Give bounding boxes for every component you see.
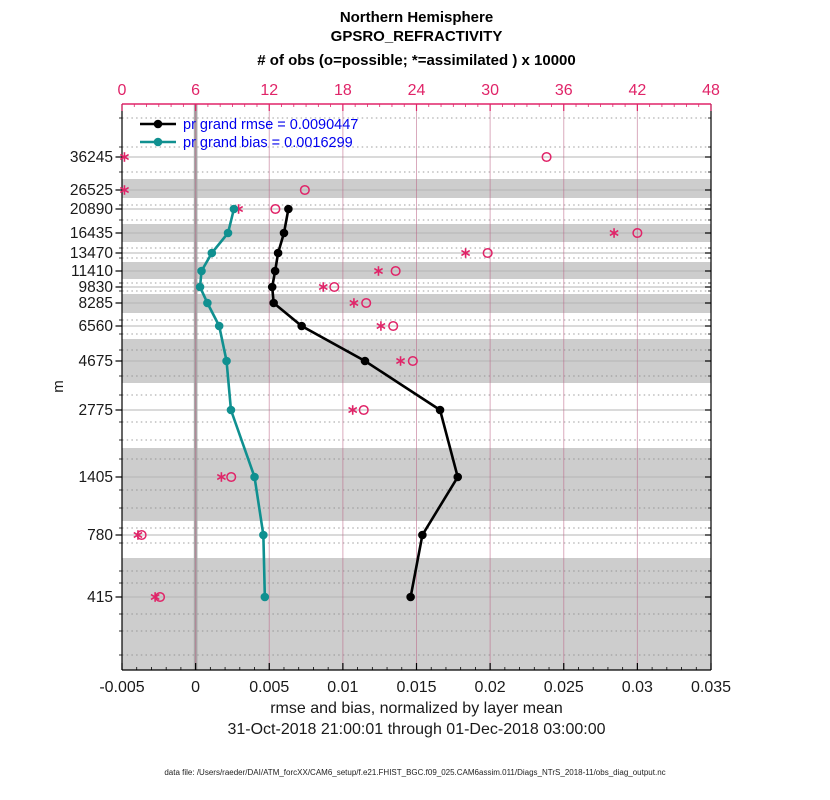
svg-text:2775: 2775 <box>78 402 113 419</box>
svg-text:0: 0 <box>191 679 201 696</box>
svg-text:9830: 9830 <box>78 279 113 296</box>
svg-text:0.01: 0.01 <box>327 679 359 696</box>
svg-text:6560: 6560 <box>78 318 113 335</box>
svg-text:4675: 4675 <box>78 353 113 370</box>
svg-text:0.03: 0.03 <box>621 679 653 696</box>
svg-text:12: 12 <box>260 82 279 99</box>
svg-text:30: 30 <box>481 82 500 99</box>
svg-text:415: 415 <box>87 589 113 606</box>
datafile-caption: data file: /Users/raeder/DAI/ATM_forcXX/CAM6_setup/f.e21.FHIST_BGC.f09_025.CAM6assim.011/Diags_NTrS_2018-11/obs_diag_output.nc <box>164 768 666 777</box>
svg-text:20890: 20890 <box>69 201 113 218</box>
svg-text:48: 48 <box>702 82 720 99</box>
top-axis <box>118 82 720 111</box>
svg-text:16435: 16435 <box>69 225 113 242</box>
page-subtitle: GPSRO_REFRACTIVITY <box>330 28 503 45</box>
svg-text:11410: 11410 <box>71 263 113 280</box>
svg-text:0.02: 0.02 <box>474 679 506 696</box>
svg-text:26525: 26525 <box>69 182 113 199</box>
svg-text:0: 0 <box>117 82 127 99</box>
svg-text:0.015: 0.015 <box>396 679 437 696</box>
svg-text:36: 36 <box>554 82 573 99</box>
svg-text:24: 24 <box>407 82 426 99</box>
x-axis-label: rmse and bias, normalized by layer mean <box>270 700 563 717</box>
svg-text:42: 42 <box>628 82 647 99</box>
svg-text:780: 780 <box>87 527 113 544</box>
svg-text:0.005: 0.005 <box>249 679 290 696</box>
svg-text:13470: 13470 <box>69 245 113 262</box>
svg-text:0.035: 0.035 <box>690 679 732 696</box>
svg-text:1405: 1405 <box>78 469 113 486</box>
svg-text:18: 18 <box>333 82 352 99</box>
svg-text:pr grand rmse = 0.0090447: pr grand rmse = 0.0090447 <box>183 117 359 133</box>
svg-text:0.025: 0.025 <box>543 679 584 696</box>
left-axis <box>70 118 122 655</box>
top-axis-label: # of obs (o=possible; *=assimilated ) x 10000 <box>257 52 576 69</box>
legend <box>140 117 358 151</box>
svg-text:pr grand bias = 0.0016299: pr grand bias = 0.0016299 <box>183 135 353 151</box>
y-axis-label: m <box>49 380 67 393</box>
svg-text:36245: 36245 <box>69 149 113 166</box>
svg-text:6: 6 <box>191 82 201 99</box>
timespan-caption: 31-Oct-2018 21:00:01 through 01-Dec-2018 03:00:00 <box>227 721 606 738</box>
page-title: Northern Hemisphere <box>339 9 494 26</box>
svg-text:8285: 8285 <box>78 295 113 312</box>
svg-text:-0.005: -0.005 <box>99 679 145 696</box>
